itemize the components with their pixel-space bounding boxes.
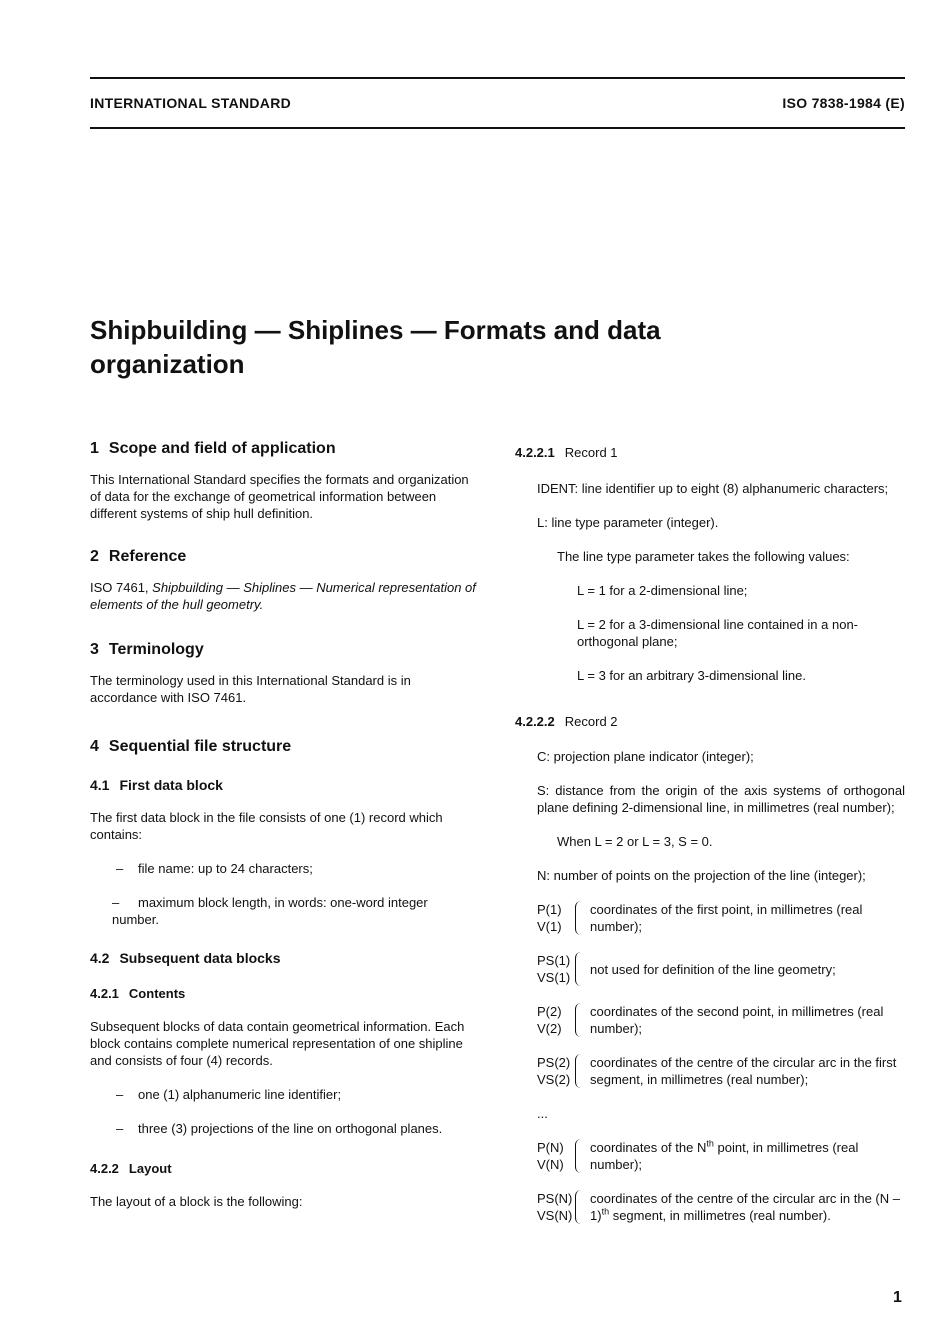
section-4-2-1-text: Subsequent blocks of data contain geometrical information. Each block contains complete numerical representation of one shipline and consists of four (4) records.: [90, 1019, 465, 1068]
record-2-heading: 4.2.2.2 Record 2: [515, 714, 618, 729]
section-2-text: ISO 7461, Shipbuilding — Shiplines — Numerical representation of elements of the hull geometry.: [90, 580, 476, 612]
line-value: L = 2 for a 3-dimensional line contained in a non-orthogonal plane;: [577, 617, 859, 649]
section-4-heading: 4 Sequential file structure: [90, 738, 292, 755]
line-value: L = 1 for a 2-dimensional line;: [577, 583, 748, 598]
when-text: When L = 2 or L = 3, S = 0.: [557, 834, 713, 849]
section-3-heading: 3 Terminology: [90, 641, 204, 658]
list-item: – file name: up to 24 characters;: [116, 861, 313, 876]
section-1-heading: 1 Scope and field of application: [90, 440, 336, 457]
section-4-2-2-text: The layout of a block is the following:: [90, 1194, 303, 1209]
line-value: L = 3 for an arbitrary 3-dimensional line.: [577, 668, 806, 683]
section-4-1-heading: 4.1 First data block: [90, 777, 223, 793]
line-type-text: L: line type parameter (integer).: [537, 515, 719, 530]
top-rule: [90, 77, 905, 79]
page-number: 1: [893, 1289, 902, 1306]
section-4-2-2-heading: 4.2.2 Layout: [90, 1161, 172, 1176]
list-item: – one (1) alphanumeric line identifier;: [116, 1087, 342, 1102]
coordinate-entry: PS(N) VS(N) coordinates of the centre of the circular arc in the (N – 1)$^{th}$ segment, in millimetres (real number).: [537, 1191, 900, 1223]
section-2-heading: 2 Reference: [90, 548, 187, 565]
ident-text: IDENT: line identifier up to eight (8) alphanumeric characters;: [537, 481, 889, 496]
right-column: [515, 444, 905, 1224]
ellipsis: ...: [537, 1106, 548, 1121]
list-item: – three (3) projections of the line on orthogonal planes.: [116, 1121, 443, 1136]
line-type-intro: The line type parameter takes the following values:: [557, 549, 850, 564]
header-left: INTERNATIONAL STANDARD: [90, 95, 292, 111]
coordinate-entry: P(2) V(2) coordinates of the second point, in millimetres (real number);: [537, 1004, 884, 1036]
header-rule: [90, 127, 905, 129]
record-1-heading: 4.2.2.1 Record 1: [515, 445, 618, 460]
section-3-text: The terminology used in this International Standard is in accordance with ISO 7461.: [90, 673, 411, 705]
coordinate-entry: PS(2) VS(2) coordinates of the centre of the circular arc in the first segment, in millimetres (real number);: [537, 1055, 897, 1087]
list-item: – maximum block length, in words: one-word integer number.: [112, 895, 428, 927]
document-title: Shipbuilding — Shiplines — Formats and data organization: [90, 315, 661, 379]
c-text: C: projection plane indicator (integer);: [537, 749, 754, 764]
coordinate-entry: P(N) V(N) coordinates of the $N^{th}$ point, in millimetres (real number);: [537, 1138, 859, 1172]
coordinate-entry: P(1) V(1) coordinates of the first point, in millimetres (real number);: [537, 902, 863, 934]
left-column: [90, 440, 478, 1210]
section-4-2-1-heading: 4.2.1 Contents: [90, 986, 186, 1001]
s-text: S: distance from the origin of the axis systems of orthogonal plane defining 2-dimensional line, in millimetres (real number);: [537, 783, 905, 815]
section-1-text: This International Standard specifies the formats and organization of data for the exchange of geometrical information between different systems of ship hull definition.: [90, 472, 469, 521]
section-4-1-text: The first data block in the file consists of one (1) record which contains:: [90, 810, 443, 842]
n-text: N: number of points on the projection of the line (integer);: [537, 868, 866, 883]
section-4-2-heading: 4.2 Subsequent data blocks: [90, 950, 281, 966]
header-right: ISO 7838-1984 (E): [782, 95, 905, 111]
coordinate-entry: PS(1) VS(1) not used for definition of the line geometry;: [537, 953, 836, 985]
